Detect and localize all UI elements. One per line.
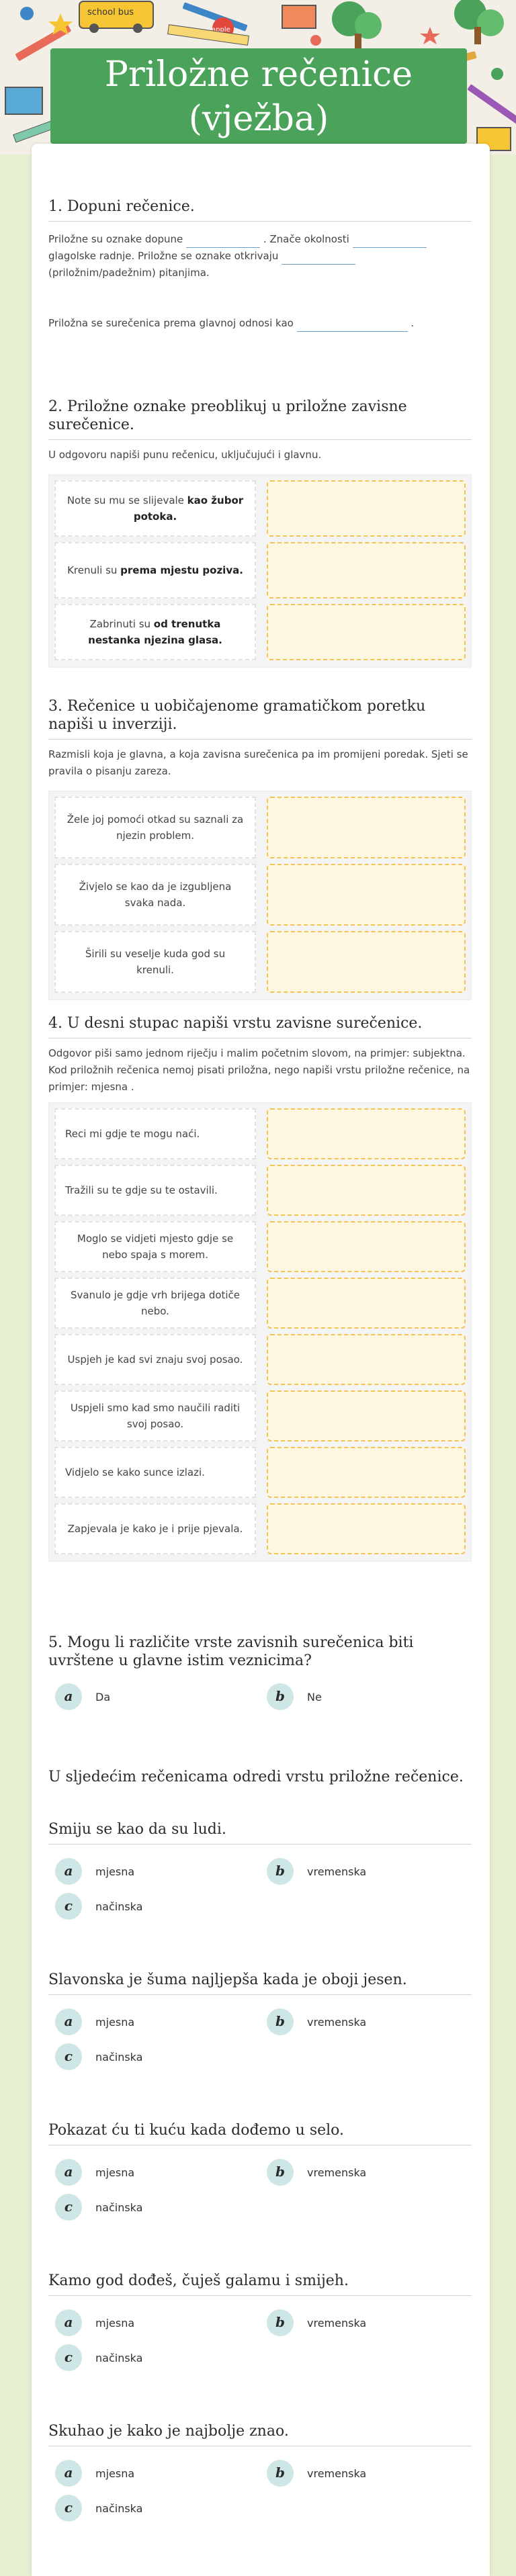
- task-6-question-3: [48, 2121, 472, 2227]
- answer-drop-zone[interactable]: [267, 931, 466, 993]
- answer-drop-zone[interactable]: [267, 480, 466, 537]
- option-a[interactable]: a mjesna: [48, 2308, 260, 2338]
- match-row: [54, 1165, 466, 1216]
- task-1: [48, 197, 472, 332]
- answer-drop-zone[interactable]: [267, 1503, 466, 1554]
- school-bus-icon: [79, 1, 153, 33]
- match-row: [54, 1503, 466, 1554]
- option-a[interactable]: a mjesna: [48, 2458, 260, 2488]
- question-options: [48, 2007, 472, 2077]
- match-row: [54, 480, 466, 537]
- task-4: [48, 1014, 472, 1562]
- answer-drop-zone[interactable]: [267, 1221, 466, 1272]
- question-options: [48, 2308, 472, 2378]
- task-2: [48, 398, 472, 668]
- match-prompt: Krenuli su prema mjestu poziva.: [54, 542, 256, 598]
- option-c[interactable]: c načinska: [48, 2042, 260, 2072]
- question-options: [48, 2458, 472, 2528]
- option-a[interactable]: a mjesna: [48, 1857, 260, 1886]
- answer-drop-zone[interactable]: [267, 1447, 466, 1498]
- option-c[interactable]: c načinska: [48, 2493, 260, 2523]
- fill-blank-3[interactable]: [282, 253, 355, 265]
- question-text: Kamo god dođeš, čuješ galamu i smijeh.: [48, 2272, 472, 2296]
- option-b[interactable]: b Ne: [260, 1682, 472, 1712]
- option-b[interactable]: b vremenska: [260, 2308, 472, 2338]
- match-prompt: Zabrinuti su od trenutka nestanka njezina glasa.: [54, 604, 256, 660]
- task-6-heading: U sljedećim rečenicama odredi vrstu priložne rečenice.: [48, 1769, 464, 1785]
- task-6-heading-block: [48, 1768, 472, 1791]
- option-c[interactable]: c načinska: [48, 2343, 260, 2372]
- option-b[interactable]: b vremenska: [260, 1857, 472, 1886]
- match-row: [54, 542, 466, 598]
- task-6-question-2: [48, 1971, 472, 2077]
- fill-blank-1[interactable]: [186, 236, 260, 248]
- match-prompt: Živjelo se kao da je izgubljena svaka nada.: [54, 864, 256, 926]
- option-b[interactable]: b vremenska: [260, 2458, 472, 2488]
- option-a[interactable]: a Da: [48, 1682, 260, 1712]
- match-row: [54, 1108, 466, 1159]
- match-row: [54, 1334, 466, 1385]
- task-3-instruction: Razmisli koja je glavna, a koja zavisna surečenica pa im promijeni poredak. Sjeti se pravila o pisanju zareza.: [48, 748, 468, 777]
- answer-drop-zone[interactable]: [267, 1108, 466, 1159]
- task-5-options: [48, 1682, 472, 1717]
- header-banner: [0, 0, 516, 154]
- match-prompt: Note su mu se slijevale kao žubor potoka.: [54, 480, 256, 537]
- task-2-heading: 2. Priložne oznake preoblikuj u priložne zavisne surečenice.: [48, 398, 472, 440]
- task-2-instruction: U odgovoru napiši punu rečenicu, uključujući i glavnu.: [48, 449, 322, 461]
- answer-drop-zone[interactable]: [267, 604, 466, 660]
- answer-drop-zone[interactable]: [267, 1165, 466, 1216]
- answer-drop-zone[interactable]: [267, 864, 466, 926]
- task-4-heading: 4. U desni stupac napiši vrstu zavisne surečenice.: [48, 1014, 472, 1038]
- question-text: Smiju se kao da su ludi.: [48, 1820, 472, 1845]
- svg-text:apple: apple: [212, 26, 230, 34]
- task-6-question-4: [48, 2272, 472, 2378]
- task-4-instruction: Odgovor piši samo jednom riječju i malim početnim slovom, na primjer: subjektna. Kod priložnih rečenica nemoj pisati priložna, nego napiši vrstu priložne rečenice, na primjer: mjesna .: [48, 1047, 470, 1093]
- match-prompt: Žele joj pomoći otkad su saznali za njezin problem.: [54, 797, 256, 858]
- task-1-sentence-1: Priložne su oznake dopune . Značе okolnosti glagolske radnje. Priložne se oznake otkrivaju (priložnim/padežnim) pitanjima.: [48, 231, 472, 281]
- question-text: Slavonska je šuma najljepša kada je oboji jesen.: [48, 1971, 472, 1995]
- question-text: Skuhao je kako je najbolje znao.: [48, 2422, 472, 2446]
- task-4-match-table: [48, 1102, 472, 1562]
- match-prompt: Širili su veselje kuda god su krenuli.: [54, 931, 256, 993]
- match-prompt: Reci mi gdje te mogu naći.: [54, 1108, 256, 1159]
- fill-blank-4[interactable]: [297, 320, 408, 332]
- answer-drop-zone[interactable]: [267, 797, 466, 858]
- question-options: [48, 1857, 472, 1926]
- option-a[interactable]: a mjesna: [48, 2007, 260, 2037]
- match-row: [54, 1447, 466, 1498]
- option-b[interactable]: b vremenska: [260, 2007, 472, 2037]
- answer-drop-zone[interactable]: [267, 542, 466, 598]
- task-5-heading: 5. Mogu li različite vrste zavisnih surečenica biti uvrštene u glavne istim veznicima?: [48, 1634, 414, 1669]
- option-c[interactable]: c načinska: [48, 1892, 260, 1921]
- task-1-sentence-2: Priložna se surečenica prema glavnoj odnosi kao .: [48, 315, 472, 332]
- match-prompt: Tražili su te gdje su te ostavili.: [54, 1165, 256, 1216]
- question-options: [48, 2158, 472, 2227]
- fill-blank-2[interactable]: [353, 236, 427, 248]
- question-text: Pokazat ću ti kuću kada dođemo u selo.: [48, 2121, 472, 2145]
- match-row: [54, 1221, 466, 1272]
- task-1-heading: 1. Dopuni rečenice.: [48, 197, 472, 222]
- match-prompt: Uspjeh je kad svi znaju svoj posao.: [54, 1334, 256, 1385]
- task-6-question-5: [48, 2422, 472, 2528]
- match-row: [54, 931, 466, 993]
- answer-drop-zone[interactable]: [267, 1278, 466, 1329]
- match-prompt: Svanulo je gdje vrh brijega dotiče nebo.: [54, 1278, 256, 1329]
- answer-drop-zone[interactable]: [267, 1390, 466, 1441]
- match-row: [54, 604, 466, 660]
- task-3: [48, 697, 472, 1000]
- match-prompt: Vidjelo se kako sunce izlazi.: [54, 1447, 256, 1498]
- option-c[interactable]: c načinska: [48, 2192, 260, 2222]
- task-3-heading: 3. Rečenice u uobičajenome gramatičkom poretku napiši u inverziji.: [48, 697, 472, 740]
- worksheet: [32, 144, 490, 2576]
- match-row: [54, 797, 466, 858]
- match-row: [54, 1390, 466, 1441]
- match-prompt: Moglo se vidjeti mjesto gdje se nebo spaja s morem.: [54, 1221, 256, 1272]
- option-b[interactable]: b vremenska: [260, 2158, 472, 2187]
- task-2-match-table: [48, 474, 472, 668]
- match-row: [54, 864, 466, 926]
- task-5: [48, 1634, 472, 1717]
- match-row: [54, 1278, 466, 1329]
- match-prompt: Zapjevala je kako je i prije pjevala.: [54, 1503, 256, 1554]
- option-a[interactable]: a mjesna: [48, 2158, 260, 2187]
- answer-drop-zone[interactable]: [267, 1334, 466, 1385]
- page-title: Priložne rečenice (vježba): [50, 48, 467, 144]
- task-3-match-table: [48, 791, 472, 1000]
- match-prompt: Uspjeli smo kad smo naučili raditi svoj posao.: [54, 1390, 256, 1441]
- task-6-question-1: [48, 1820, 472, 1926]
- svg-text:school bus: school bus: [87, 7, 134, 17]
